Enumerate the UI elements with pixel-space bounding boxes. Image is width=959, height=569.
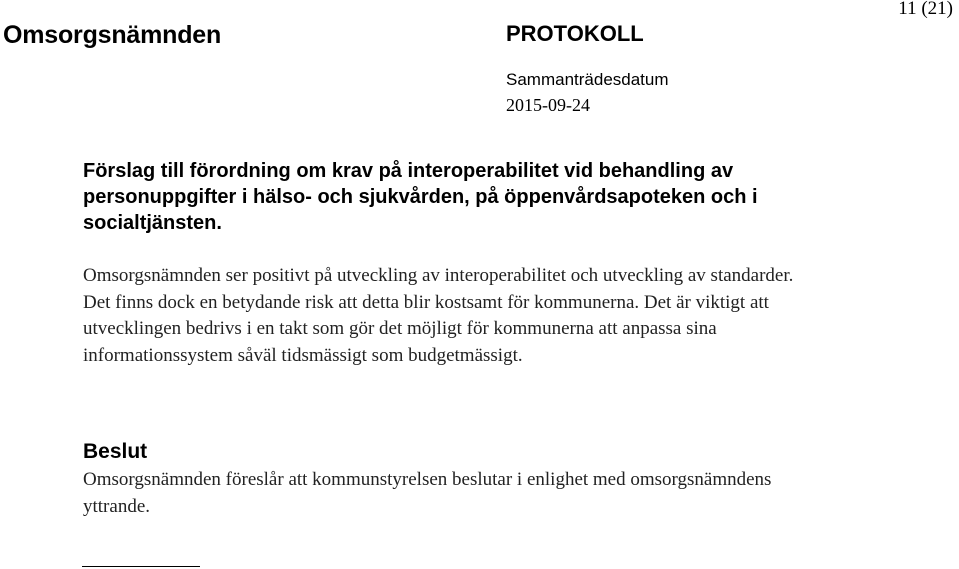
section-body: Omsorgsnämnden ser positivt på utveckling av interoperabilitet och utveckling av standarder. Det finns dock en betydande risk att detta blir kostsamt för kommunerna. Det är viktigt att utvecklingen bedrivs i en takt som gör det möjligt för kommunerna att anpassa sina informationssystem såväl tidsmässigt som budgetmässigt.	[83, 265, 794, 366]
meeting-date: 2015-09-24	[506, 95, 590, 115]
document-type: PROTOKOLL	[506, 21, 644, 46]
page-number: 11 (21)	[898, 0, 953, 19]
section-heading: Förslag till förordning om krav på interoperabilitet vid behandling av personuppgifter i hälso- och sjukvården, på öppenvårdsapoteken och i socialtjänsten.	[83, 160, 758, 234]
decision-heading: Beslut	[83, 440, 148, 463]
organization-name: Omsorgsnämnden	[3, 21, 222, 49]
decision-text: Omsorgsnämnden föreslår att kommunstyrelsen beslutar i enlighet med omsorgsnämndens yttrande.	[83, 469, 772, 517]
footnote-divider	[82, 566, 200, 567]
meeting-date-label: Sammanträdesdatum	[506, 70, 669, 89]
